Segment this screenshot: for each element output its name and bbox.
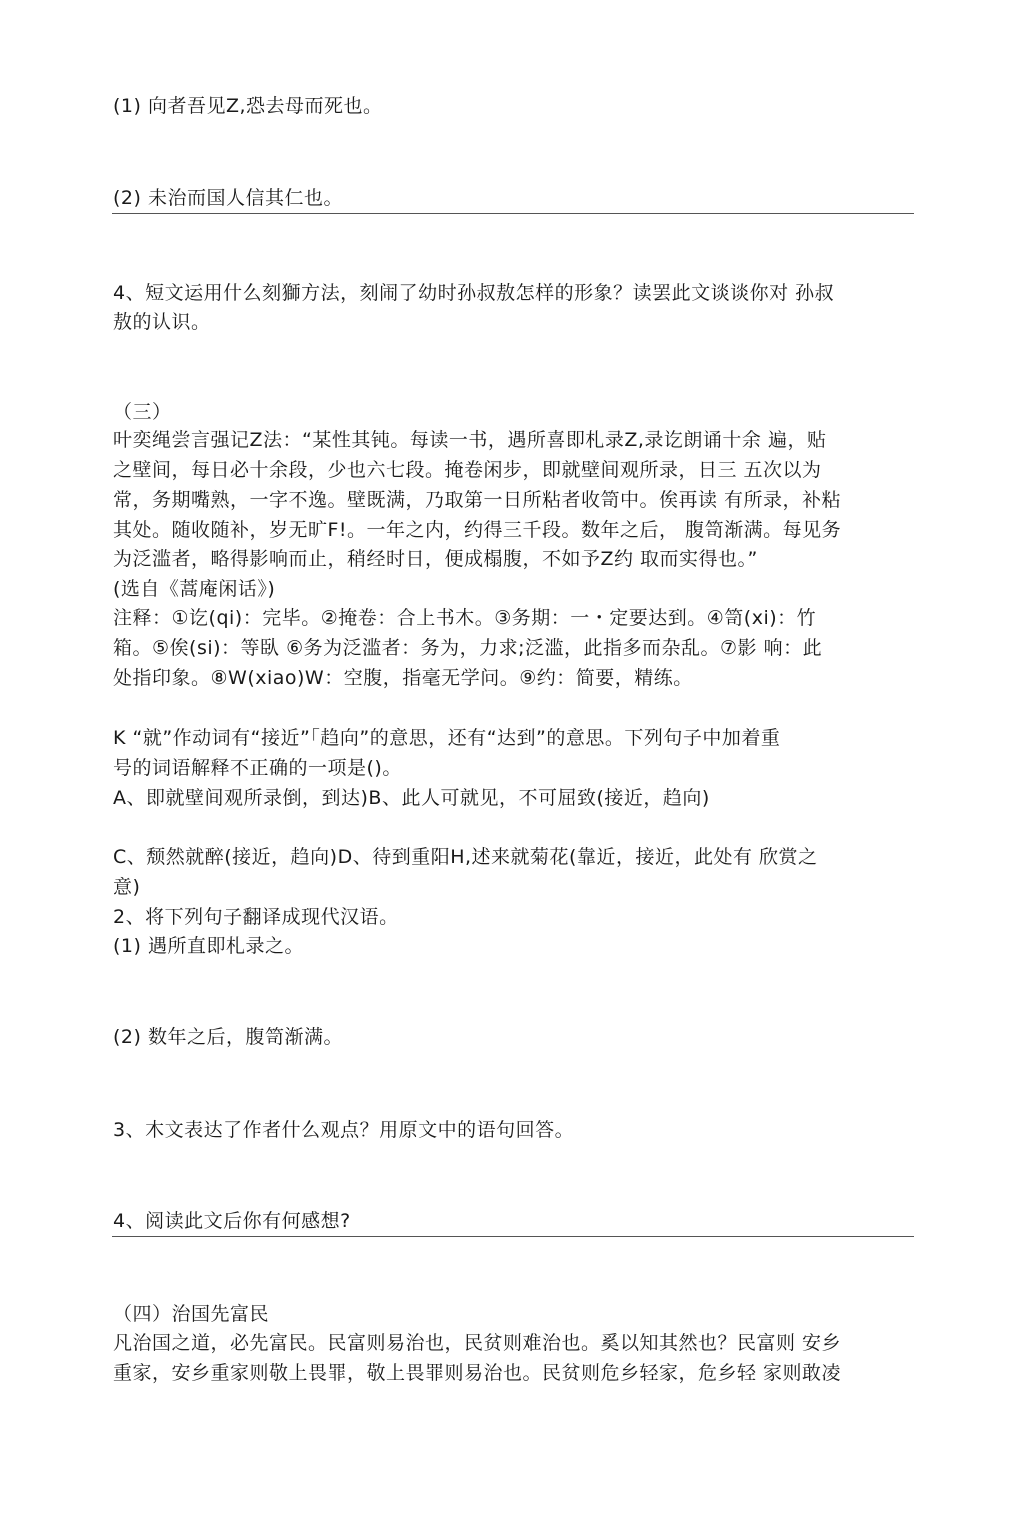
passage-line: 常，务期嘴熟，一字不逸。壁既满，乃取第一日所粘者收笥中。俟再读 有所录，补粘 [113,489,842,511]
annotation-line: 箱。⑤俟(si)：等臥 ⑥务为泛滥者：务为，力求;泛滥，此指多而杂乱。⑦影 响：此 [113,637,823,659]
passage-line: 重家，安乡重家则敬上畏罪，敬上畏罪则易治也。民贫则危乡轻家，危乡轻 家则敢凌 [113,1362,842,1384]
passage-line: 之壁间，每日必十余段，少也六七段。掩卷闲步，即就壁间观所录，日三 五次以为 [113,459,822,481]
question-1-line-1: K “就”作动词有“接近”「趋向”的意思，还有“达到”的意思。下列句子中加着重 [113,727,781,749]
annotation-line: 注释：①讫(qi)：完毕。②掩卷：合上书木。③务期：一・定要达到。④笥(xi)：竹 [113,607,817,629]
question-4: 4、阅读此文后你有何感想? [113,1210,351,1232]
annotation-line: 处指印象。⑧W(xiao)W：空腹，指毫无学问。⑨约：简要，精练。 [113,667,693,689]
question-3: 3、木文表达了作者什么观点？用原文中的语句回答。 [113,1119,575,1141]
question-2-item-1: (1) 遇所直即札录之。 [113,935,304,957]
section-4-heading: （四）治国先富民 [113,1303,270,1325]
passage-line: 凡治国之道，必先富民。民富则易治也，民贫则难治也。奚以知其然也？民富则 安乡 [113,1332,842,1354]
passage-line: 叶奕绳尝言强记Z法：“某性其钝。每读一书，遇所喜即札录Z,录讫朗诵十余 遍，贴 [113,429,827,451]
passage-line: 为泛滥者，略得影响而止，稍经时日，便成榻腹，不如予Z约 取而实得也。” [113,548,758,570]
question-4-line-1: 4、短文运用什么刻獅方法，刻闹了幼时孙叔敖怎样的形象？读罢此文谈谈你对 孙叔 [113,282,835,304]
question-1-options-cd-cont: 意) [113,876,141,898]
question-2-prompt: 2、将下列句子翻译成现代汉语。 [113,906,399,928]
question-1-options-cd: C、颓然就醉(接近，趋向)D、待到重阳H,述来就菊花(靠近，接近，此处有 欣赏之 [113,846,818,868]
question-4-line-2: 敖的认识。 [113,311,211,333]
translate-item-1: (1) 向者吾见Z,恐去母而死也。 [113,95,383,117]
question-2-item-2: (2) 数年之后，腹笥渐满。 [113,1026,343,1048]
section-3-heading: （三） [113,401,172,423]
passage-line: 其处。随收随补，岁无旷F!。一年之内，约得三千段。数年之后， 腹笥渐满。每见务 [113,519,842,541]
divider-line [112,213,914,214]
question-1-options-ab: A、即就壁间观所录倒，到达)B、此人可就见，不可屈致(接近，趋向) [113,787,710,809]
divider-line [112,1236,914,1237]
passage-source: (选自《蒿庵闲话》) [113,578,276,600]
translate-item-2: (2) 未治而国人信其仁也。 [113,187,343,209]
question-1-line-2: 号的词语解释不正确的一项是()。 [113,757,402,779]
